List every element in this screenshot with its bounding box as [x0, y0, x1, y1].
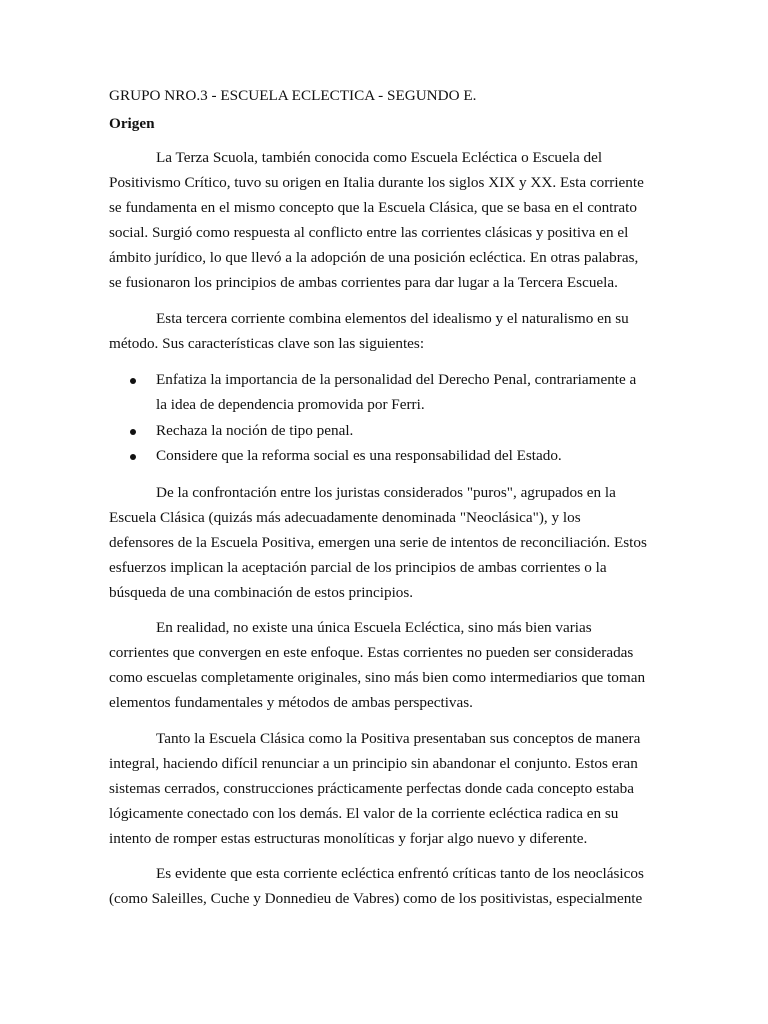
paragraph-line: como escuelas completamente originales, sino más bien como intermediarios que toman: [109, 669, 646, 686]
bullet-icon: [130, 378, 136, 384]
paragraph-line: De la confrontación entre los juristas considerados "puros", agrupados en la: [156, 484, 616, 501]
bullet-icon: [130, 429, 136, 435]
paragraph-line: (como Saleilles, Cuche y Donnedieu de Vabres) como de los positivistas, especialmente: [109, 890, 643, 907]
document-title: GRUPO NRO.3 - ESCUELA ECLECTICA - SEGUNDO E.: [109, 87, 477, 104]
paragraph-line: lógicamente conectado con los demás. El valor de la corriente ecléctica radica en su: [109, 805, 619, 822]
paragraph-line: Positivismo Crítico, tuvo su origen en Italia durante los siglos XIX y XX. Esta corriente: [109, 174, 644, 191]
section-heading: Origen: [109, 115, 155, 132]
paragraph-line: intento de romper estas estructuras monolíticas y forjar algo nuevo y diferente.: [109, 830, 588, 847]
bullet-icon: [130, 454, 136, 460]
list-item: la idea de dependencia promovida por Ferri.: [156, 396, 425, 413]
paragraph-line: En realidad, no existe una única Escuela Ecléctica, sino más bien varias: [156, 619, 592, 636]
paragraph-line: social. Surgió como respuesta al conflicto entre las corrientes clásicas y positiva en el: [109, 224, 629, 241]
paragraph-line: se fundamenta en el mismo concepto que la Escuela Clásica, que se basa en el contrato: [109, 199, 637, 216]
paragraph-line: La Terza Scuola, también conocida como Escuela Ecléctica o Escuela del: [156, 149, 603, 166]
paragraph-line: esfuerzos implican la aceptación parcial de los principios de ambas corrientes o la: [109, 559, 607, 576]
paragraph-line: elementos fundamentales y métodos de ambas perspectivas.: [109, 694, 473, 711]
paragraph-line: integral, haciendo difícil renunciar a un principio sin abandonar el conjunto. Estos eran: [109, 755, 638, 772]
paragraph-line: método. Sus características clave son las siguientes:: [109, 335, 425, 352]
paragraph-line: Es evidente que esta corriente ecléctica enfrentó críticas tanto de los neoclásicos: [156, 865, 644, 882]
paragraph-line: Tanto la Escuela Clásica como la Positiva presentaban sus conceptos de manera: [156, 730, 641, 747]
paragraph-line: Esta tercera corriente combina elementos del idealismo y el naturalismo en su: [156, 310, 629, 327]
list-item: Enfatiza la importancia de la personalidad del Derecho Penal, contrariamente a: [156, 371, 637, 388]
paragraph-line: Escuela Clásica (quizás más adecuadamente denominada "Neoclásica"), y los: [109, 509, 581, 526]
paragraph-line: sistemas cerrados, construcciones prácticamente perfectas donde cada concepto estaba: [109, 780, 634, 797]
list-item: Considere que la reforma social es una responsabilidad del Estado.: [156, 447, 562, 464]
paragraph-line: corrientes que convergen en este enfoque. Estas corrientes no pueden ser consideradas: [109, 644, 634, 661]
paragraph-line: ámbito jurídico, lo que llevó a la adopción de una posición ecléctica. En otras palabras,: [109, 249, 639, 266]
paragraph-line: defensores de la Escuela Positiva, emergen una serie de intentos de reconciliación. Estos: [109, 534, 647, 551]
paragraph-line: búsqueda de una combinación de estos principios.: [109, 584, 414, 601]
paragraph-line: se fusionaron los principios de ambas corrientes para dar lugar a la Tercera Escuela.: [109, 274, 618, 291]
list-item: Rechaza la noción de tipo penal.: [156, 422, 354, 439]
